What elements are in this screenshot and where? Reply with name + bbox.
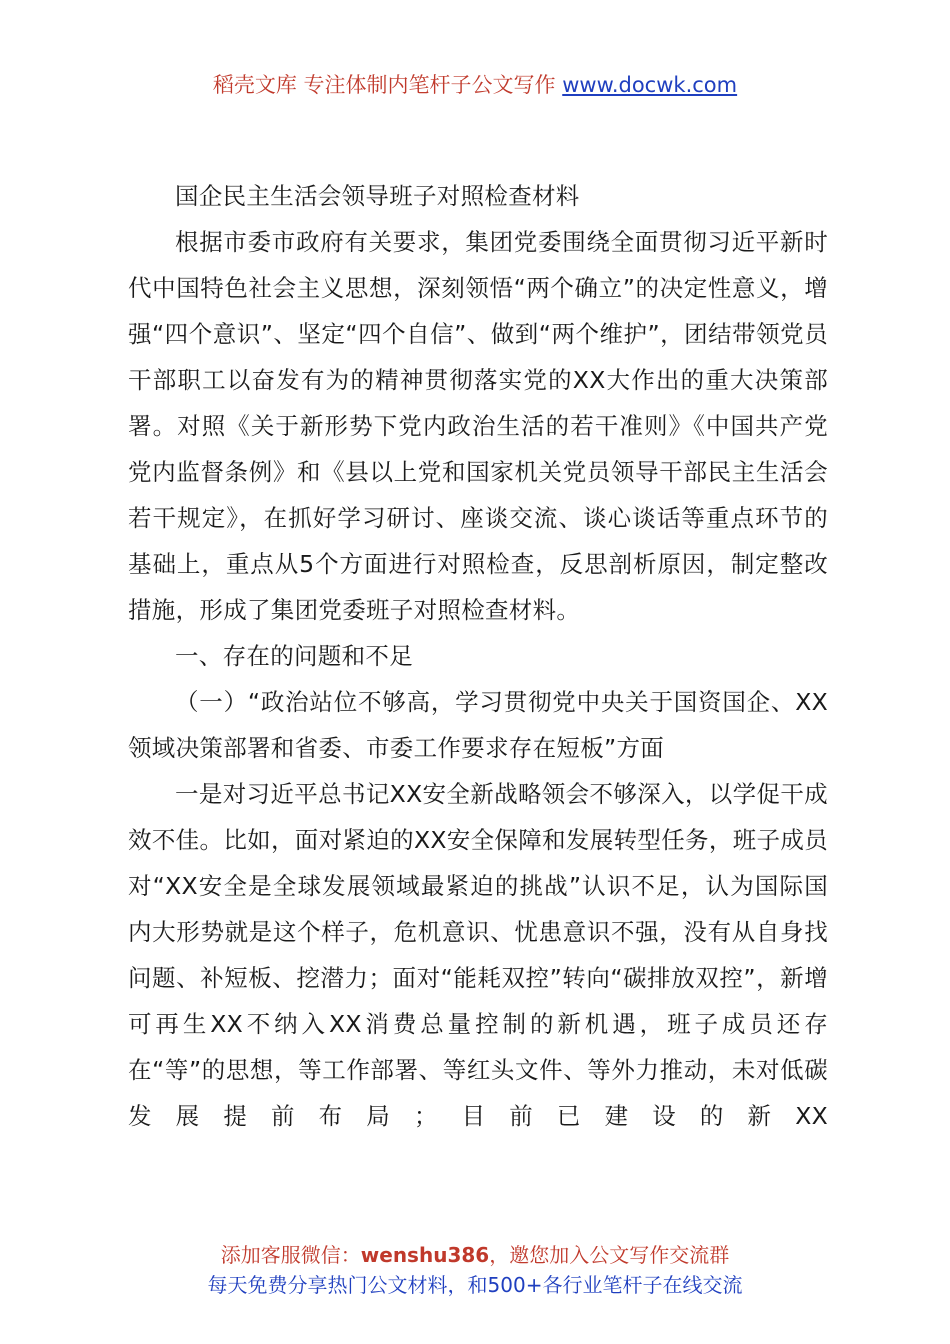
section-heading: 一、存在的问题和不足	[175, 642, 413, 670]
header-website-link[interactable]: www.docwk.com	[562, 73, 738, 97]
footer-contact-suffix: ，邀您加入公文写作交流群	[489, 1243, 730, 1267]
point-paragraph: 一是对习近平总书记XX安全新战略领会不够深入，以学促干成效不佳。比如，面对紧迫的XX安全保障和发展转型任务，班子成员对“XX安全是全球发展领域最紧迫的挑战”认识不足，认为国际国内大形势就是这个样子，危机意识、忧患意识不强，没有从自身找问题、补短板、挖潜力；面对“能耗双控”转向“碳排放双控”，新增可再生XX不纳入XX消费总量控制的新机遇，班子成员还存在“等”的思想，等工作部署、等红头文件、等外力推动，未对低碳发展提前布局；目前已建设的新XX	[128, 780, 828, 1130]
document-title: 国企民主生活会领导班子对照检查材料	[175, 182, 580, 210]
footer-wechat-id: wenshu386	[360, 1243, 490, 1267]
document-body	[128, 173, 828, 1139]
intro-paragraph: 根据市委市政府有关要求，集团党委围绕全面贯彻习近平新时代中国特色社会主义思想，深刻领悟“两个确立”的决定性意义，增强“四个意识”、坚定“四个自信”、做到“两个维护”，团结带领党员干部职工以奋发有为的精神贯彻落实党的XX大作出的重大决策部署。对照《关于新形势下党内政治生活的若干准则》《中国共产党党内监督条例》和《县以上党和国家机关党员领导干部民主生活会若干规定》，在抓好学习研讨、座谈交流、谈心谈话等重点环节的基础上，重点从5个方面进行对照检查，反思剖析原因，制定整改措施，形成了集团党委班子对照检查材料。	[128, 228, 828, 624]
footer-contact-prefix: 添加客服微信：	[220, 1243, 361, 1267]
subsection-heading: （一）“政治站位不够高，学习贯彻党中央关于国资国企、XX领域决策部署和省委、市委工作要求存在短板”方面	[128, 688, 828, 762]
page-footer	[0, 1240, 950, 1300]
page-header	[0, 70, 950, 100]
footer-share-line: 每天免费分享热门公文材料，和500+各行业笔杆子在线交流	[207, 1273, 743, 1297]
header-brand-text: 稻壳文库 专注体制内笔杆子公文写作	[212, 73, 563, 97]
footer-contact-line	[0, 1240, 950, 1270]
